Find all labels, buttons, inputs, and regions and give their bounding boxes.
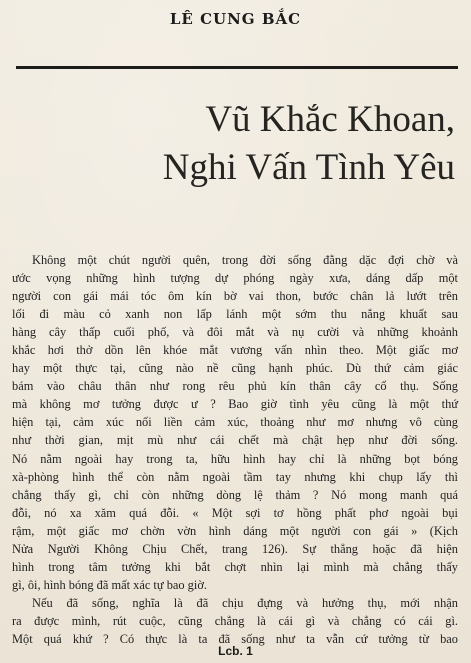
body-line: ước vọng những hình tượng dự phóng ngày xưa, dáng dấp một	[12, 271, 458, 286]
title-line-2: Nghi Vấn Tình Yêu	[162, 147, 455, 188]
body-line-last: gì, ôi, hình bóng đã mất xác tự bao giờ.	[12, 577, 207, 592]
title-line-1: Vũ Khắc Khoan,	[205, 99, 455, 140]
body-line: hàng cây thấp cuối phố, và đôi mắt và nụ cười và những khoảnh	[12, 325, 458, 340]
body-line: Không một chút người quên, trong đời sống đằng dặc đợi chờ và	[32, 253, 458, 267]
body-line: người con gái mái tóc ôm kín bờ vai thon, bước chân lả lướt trên	[12, 289, 458, 304]
paragraph-2	[12, 594, 458, 648]
body-line: ra được mình, rút cuộc, cũng chẳng là cái gì và chẳng có cái gì.	[12, 613, 458, 628]
body-line: khắc hơi thở dồn lên khóe mắt vương vấn nhìn theo. Một giấc mơ	[12, 343, 458, 358]
header-rule	[16, 66, 458, 69]
body-line: Nửa Người Không Chịu Chết, trang 126). Sự thẳng hoặc đã hiện	[12, 541, 458, 556]
body-line: mà không mơ tưởng được ư ? Bao giờ tình yêu cũng là một thứ	[12, 397, 458, 412]
paragraph-1	[12, 251, 458, 594]
body-line: hay một thực tại, cũng nào nề cũng hạnh phúc. Dù thứ cảm giác	[12, 361, 458, 376]
body-line: đỗi, nó xa xăm quá đỗi. « Một sợi tơ hồng phất phơ ngoài bụi	[12, 505, 458, 520]
body-line: như thời gian, mịt mù như cái chết mà chật hẹp như đời sống.	[12, 433, 458, 448]
page-number-label: Lcb. 1	[218, 644, 253, 658]
body-line: lối đi màu cỏ xanh non lấp lánh một sớm thu nắng khuất sau	[12, 307, 458, 322]
body-line: Một quá khứ ? Có thực là ta đã sống như ta vẫn cứ tưởng từ bao	[12, 631, 458, 646]
body-line: Nó nằm ngoài hay trong ta, hữu hình hay chỉ là những bọt bóng	[12, 451, 458, 466]
body-line: hiện tại, cảm xúc nối liền cảm xúc, thoảng như mơ nhưng vô cùng	[12, 415, 458, 430]
article-body	[12, 251, 458, 648]
body-line: bám vào châu thân như rong rêu phủ kín thân cây cổ thụ. Sống	[12, 379, 458, 394]
body-line: chẳng thấy gì, chỉ còn những dòng lệ thảm ? Nó mong manh quá	[12, 487, 458, 502]
body-line: xà-phòng hình thể còn nằm ngoài tầm tay nhưng khi chụp lấy thì	[12, 469, 458, 484]
author-name: LÊ CUNG BẮC	[169, 10, 302, 28]
body-line: rậm, một giấc mơ chờn vờn hình dáng một người con gái » (Kịch	[12, 523, 458, 538]
article-title	[35, 96, 455, 192]
body-line: hình trong tâm tưởng khi bắt chợt nhìn lại mình mà chẳng thấy	[12, 559, 458, 574]
body-line: Nếu đã sống, nghĩa là đã chịu đựng và hưởng thụ, mới nhận	[32, 595, 458, 610]
